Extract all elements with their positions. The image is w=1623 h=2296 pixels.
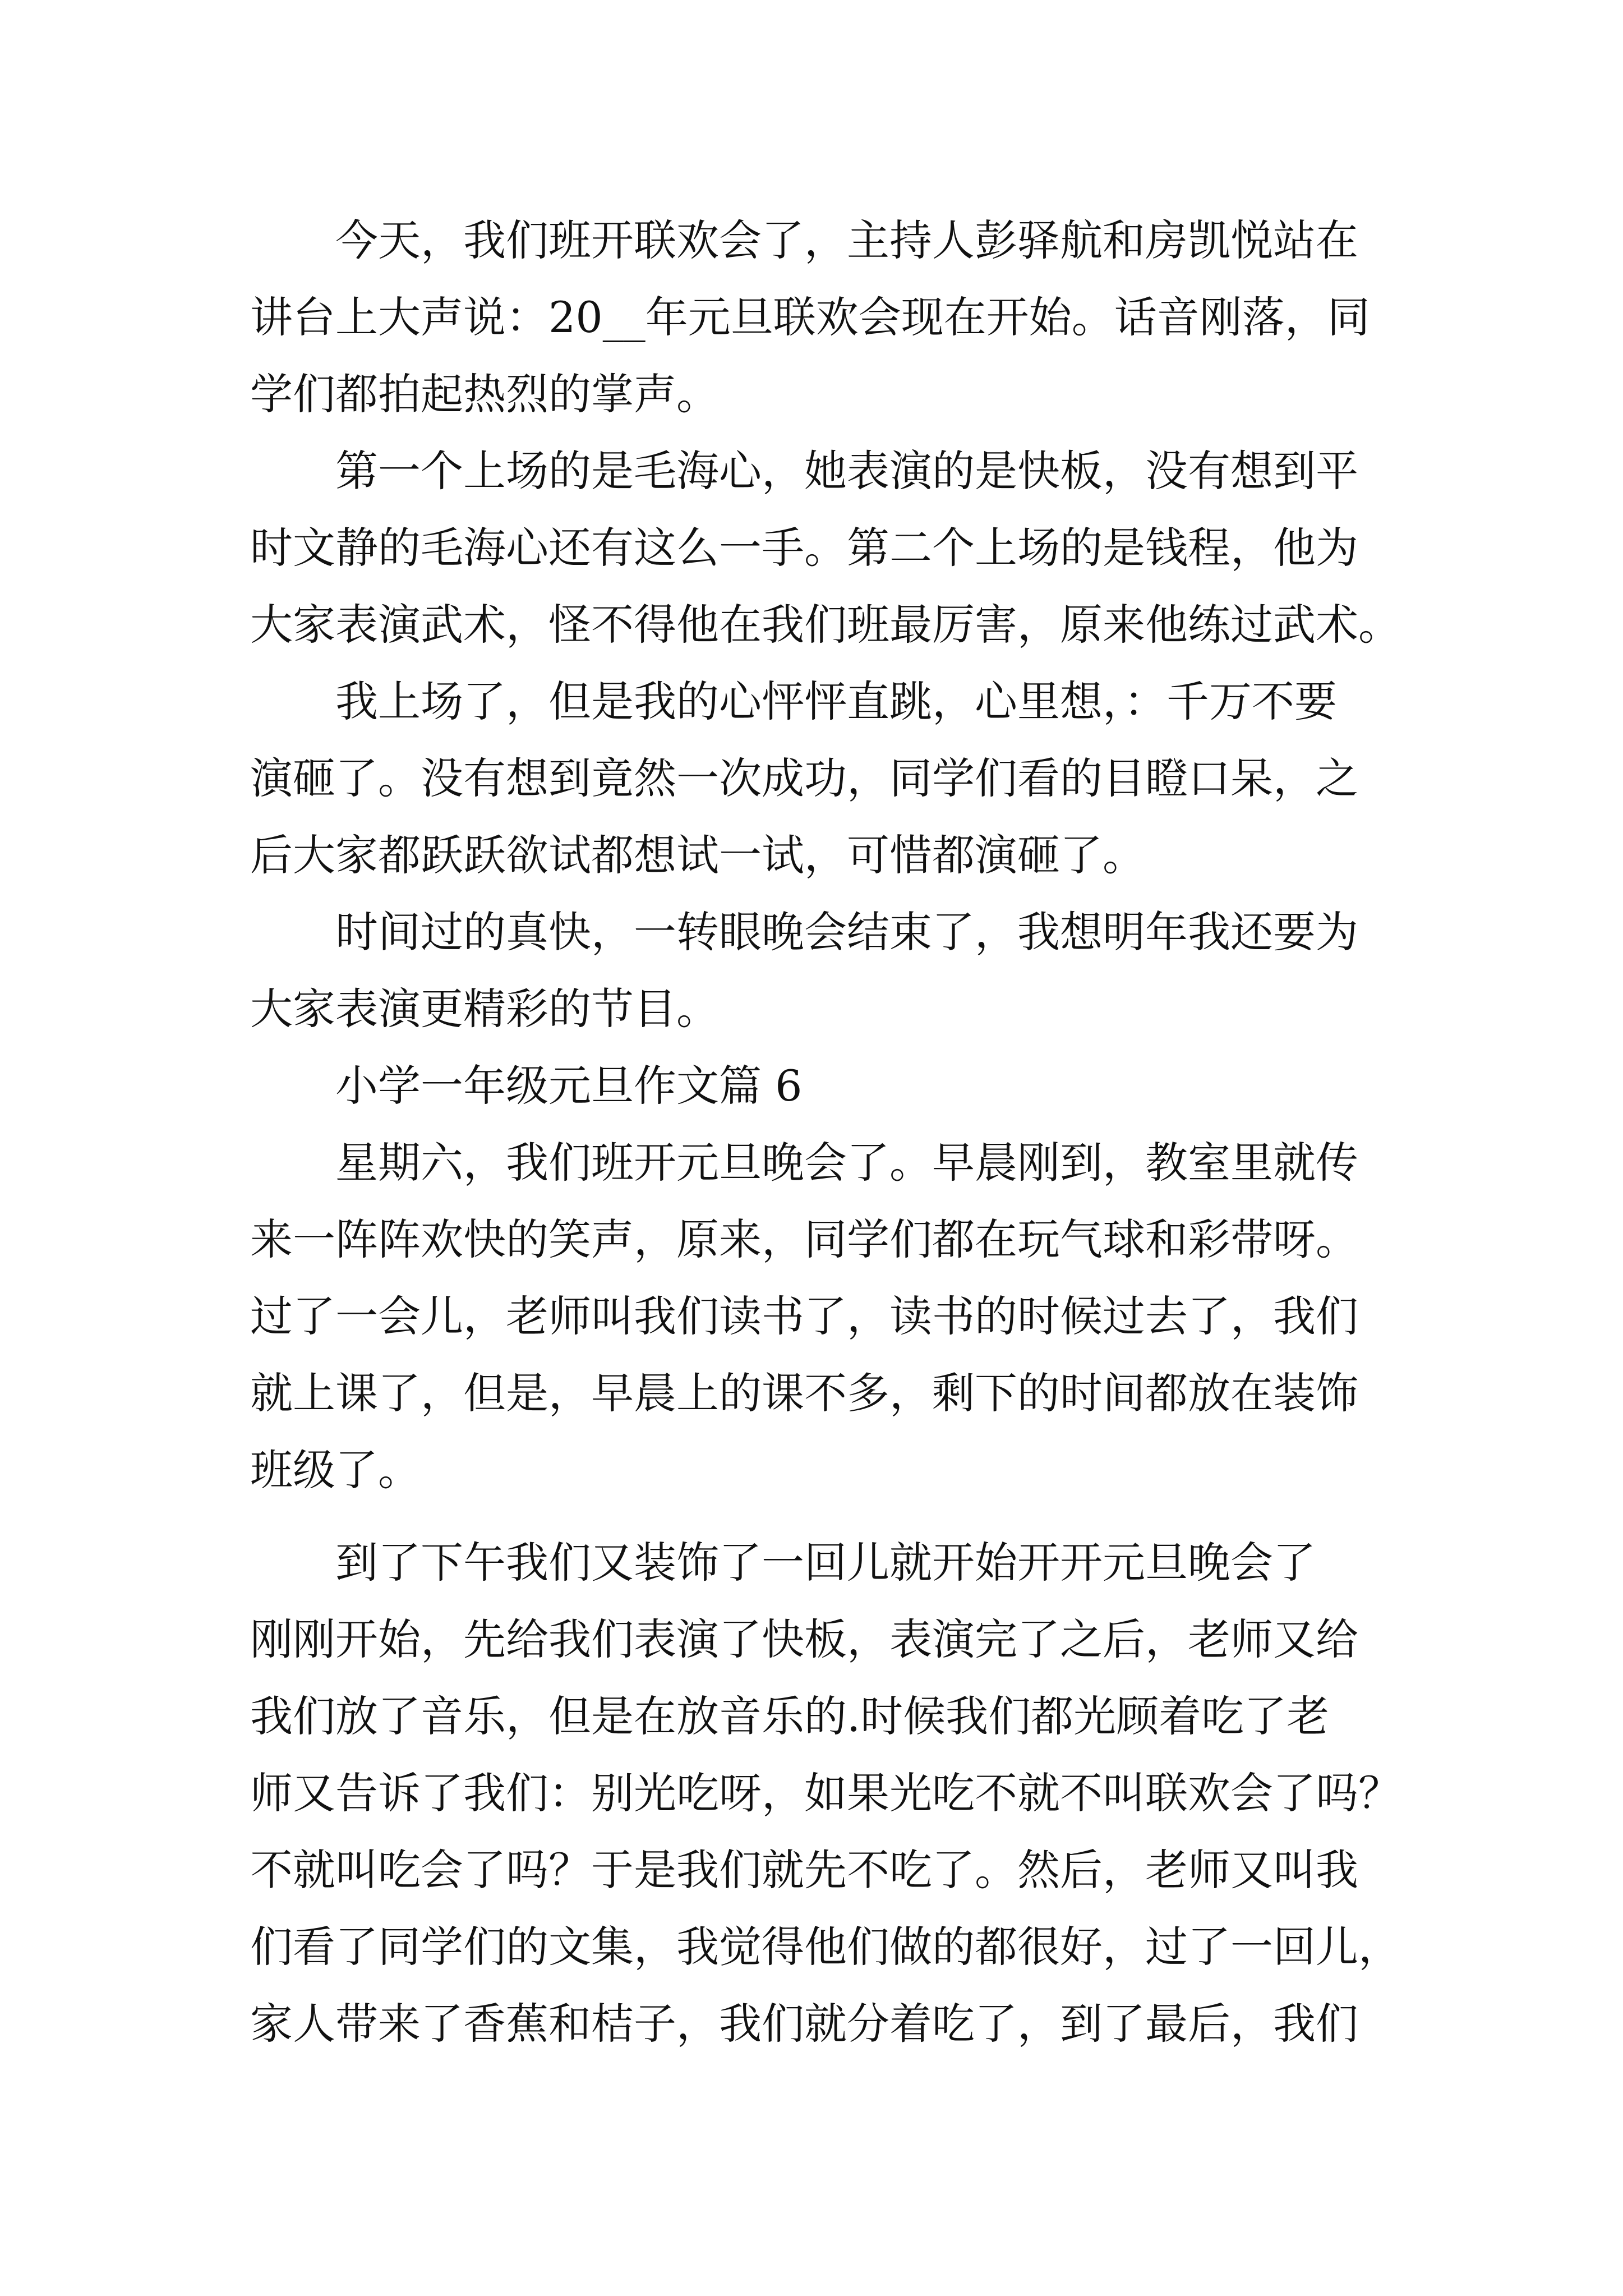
document-body (250, 202, 1401, 2062)
text-line: 不就叫吃会了吗？于是我们就先不吃了。然后，老师又叫我 (250, 1845, 1358, 1895)
text-line: 大家表演更精彩的节目。 (250, 984, 719, 1034)
text-line: 我们放了音乐，但是在放音乐的.时候我们都光顾着吃了老 (250, 1691, 1330, 1741)
text-line: 到了下午我们又装饰了一回儿就开始开开元旦晚会了 (335, 1538, 1316, 1588)
paragraph-gap (250, 1508, 1377, 1524)
text-line: 师又告诉了我们：别光吃呀，如果光吃不就不叫联欢会了吗？ (250, 1768, 1401, 1818)
text-line: 们看了同学们的文集，我觉得他们做的都很好，过了一回儿， (250, 1922, 1401, 1972)
section-heading: 小学一年级元旦作文篇 6 (335, 1061, 803, 1111)
text-line: 学们都拍起热烈的掌声。 (250, 369, 719, 419)
text-line: 星期六，我们班开元旦晚会了。早晨刚到，教室里就传 (335, 1138, 1358, 1188)
text-line: 演砸了。没有想到竟然一次成功，同学们看的目瞪口呆，之 (250, 753, 1358, 803)
text-line: 班级了。 (250, 1445, 421, 1495)
text-line: 后大家都跃跃欲试都想试一试，可惜都演砸了。 (250, 830, 1145, 880)
text-line: 来一阵阵欢快的笑声，原来，同学们都在玩气球和彩带呀。 (250, 1214, 1358, 1264)
text-line: 时间过的真快，一转眼晚会结束了，我想明年我还要为 (335, 907, 1358, 957)
text-line: 今天，我们班开联欢会了，主持人彭驿航和房凯悦站在 (335, 215, 1358, 265)
text-line: 时文静的毛海心还有这么一手。第二个上场的是钱程，他为 (250, 523, 1358, 573)
text-line: 就上课了，但是，早晨上的课不多，剩下的时间都放在装饰 (250, 1368, 1358, 1418)
text-line: 家人带来了香蕉和桔子，我们就分着吃了，到了最后，我们 (250, 1999, 1358, 2049)
text-line: 讲台上大声说：20__年元旦联欢会现在开始。话音刚落，同 (250, 292, 1370, 342)
text-line: 第一个上场的是毛海心，她表演的是快板，没有想到平 (335, 446, 1358, 496)
text-line: 我上场了，但是我的心怦怦直跳，心里想，：千万不要 (335, 677, 1337, 726)
text-line: 刚刚开始，先给我们表演了快板，表演完了之后，老师又给 (250, 1614, 1358, 1664)
text-line: 过了一会儿，老师叫我们读书了，读书的时候过去了，我们 (250, 1291, 1358, 1341)
text-line: 大家表演武术，怪不得他在我们班最厉害，原来他练过武术。 (250, 600, 1401, 650)
